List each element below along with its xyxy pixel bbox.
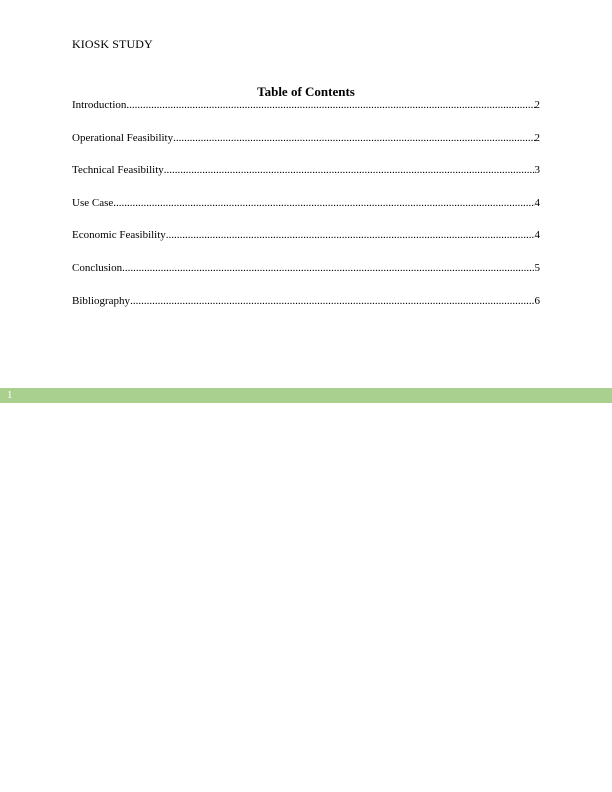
toc-dot-leader [130,295,534,308]
toc-title: Table of Contents [257,84,355,99]
toc-entry-conclusion[interactable] [72,262,540,275]
toc-entry-page: 2 [534,131,540,144]
toc-dot-leader [164,164,535,177]
toc-entry-technical-feasibility[interactable] [72,164,540,177]
toc-entry-economic-feasibility[interactable] [72,229,540,242]
toc-entry-operational-feasibility[interactable] [72,132,540,145]
footer-band [0,388,612,403]
toc-entry-introduction[interactable] [72,99,540,112]
toc-dot-leader [166,229,535,242]
toc-dot-leader [113,197,534,210]
toc-entry-page: 4 [534,229,540,242]
toc-dot-leader [122,262,534,275]
toc-entry-label: Use Case [72,196,114,209]
toc-entry-label: Conclusion [72,261,123,274]
toc-entry-bibliography[interactable] [72,295,540,308]
toc-entry-page: 6 [534,294,540,307]
toc-entry-page: 3 [534,164,540,177]
toc-dot-leader [126,99,534,112]
toc-entry-label: Bibliography [72,294,131,307]
footer-page-number: 1 [7,389,13,401]
toc-entry-use-case[interactable] [72,197,540,210]
toc-dot-leader [173,132,534,145]
toc-entry-label: Economic Feasibility [72,229,166,242]
table-of-contents [72,99,540,327]
toc-entry-page: 5 [534,261,540,274]
running-header: KIOSK STUDY [72,37,153,51]
toc-entry-page: 4 [534,196,540,209]
toc-entry-label: Introduction [72,99,127,111]
toc-entry-page: 2 [534,99,540,111]
toc-entry-label: Operational Feasibility [72,131,174,144]
toc-entry-label: Technical Feasibility [72,164,164,177]
